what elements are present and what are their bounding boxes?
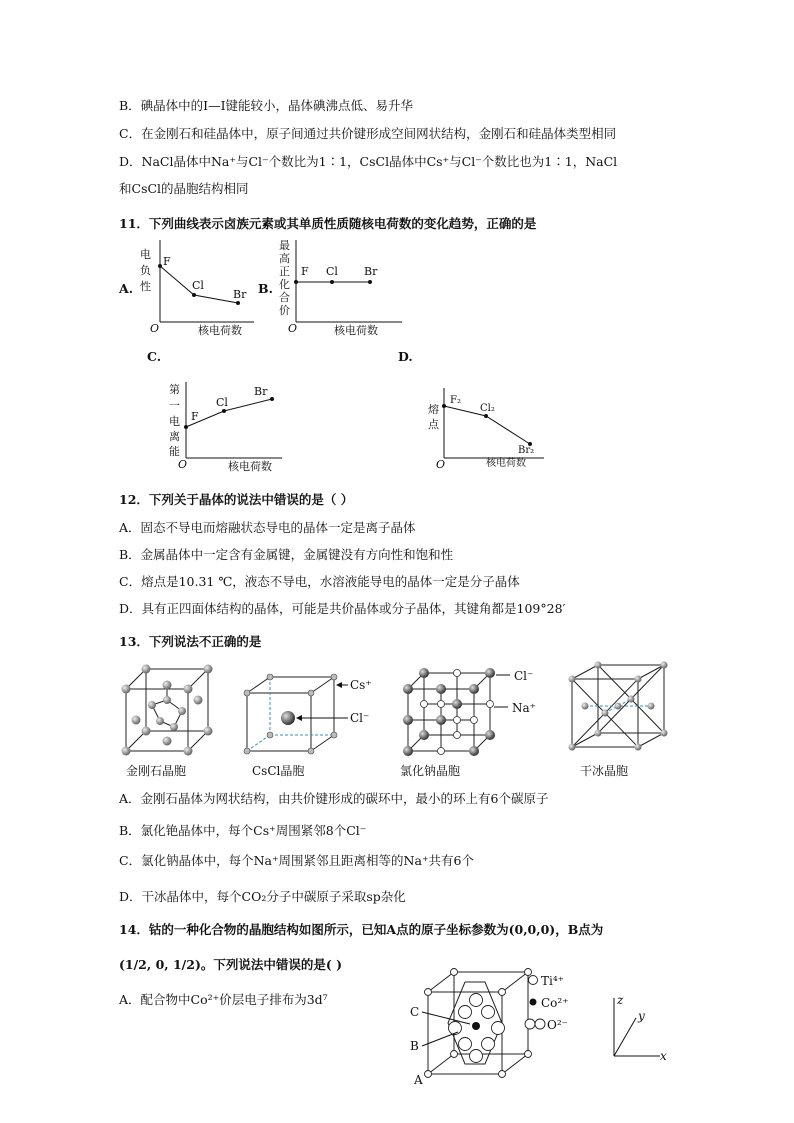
dry-ice-molecules [569, 662, 668, 751]
q11-label-c: C. [147, 349, 162, 364]
q14-coord-b: (1/2, 0, 1/2)。下列说法中错误的是( ) [119, 957, 343, 972]
q14-axis-x: x [660, 1049, 667, 1063]
graph-c-label-cl: Cl [216, 396, 228, 409]
graph-c-origin: O [178, 458, 188, 471]
graph-c-ylabel-1: 第 [169, 383, 180, 396]
graph-c-point-cl [222, 409, 226, 413]
graph-b-label-br: Br [364, 265, 378, 278]
graph-b-ylabel-5: 合 [279, 291, 290, 304]
graph-a-label-br: Br [233, 288, 247, 301]
graph-b-point-cl [330, 280, 334, 284]
q13-option-d: D．干冰晶体中，每个CO₂分子中碳原子采取sp杂化 [119, 889, 406, 904]
nacl-na-label: Na⁺ [512, 701, 536, 715]
graph-a-label-f: F [163, 255, 171, 268]
q11-label-d: D. [398, 349, 413, 364]
q14-option-a: A．配合物中Co²⁺价层电子排布为3d⁷ [119, 992, 328, 1007]
cscl-cl-atom [281, 711, 295, 725]
graph-b-ylabel-6: 价 [279, 304, 290, 317]
graph-b-origin: O [288, 322, 298, 335]
graph-d-ylabel-2: 点 [428, 418, 439, 431]
graph-a-point-br [236, 301, 240, 305]
q14-point-b: B [410, 1039, 419, 1053]
graph-a-ylabel-1: 电 [140, 248, 151, 261]
q13-stem: 13．下列说法不正确的是 [119, 634, 262, 649]
q12-option-b: B．金属晶体中一定含有金属键，金属键没有方向性和饱和性 [119, 547, 454, 562]
graph-c-label-f: F [191, 410, 199, 423]
q14-legend-o: O²⁻ [547, 1018, 568, 1032]
q12-stem: 12．下列关于晶体的说法中错误的是（ ） [119, 492, 354, 507]
graph-c-label-br: Br [254, 385, 268, 398]
q14-axis-z: z [617, 993, 624, 1007]
q12-option-c: C．熔点是10.31 ℃，液态不导电，水溶液能导电的晶体一定是分子晶体 [119, 574, 520, 589]
q14-y-axis [614, 1018, 636, 1056]
q13-option-b: B．氯化铯晶体中，每个Cs⁺周围紧邻8个Cl⁻ [119, 823, 367, 838]
q14-legend-ti: Ti⁴⁺ [541, 974, 564, 988]
q14-crystal-figure [408, 960, 668, 1090]
graph-d-xlabel: 核电荷数 [486, 458, 526, 469]
graph-a-ylabel-3: 性 [140, 280, 151, 293]
q10-option-d-line2: 和CsCl的晶胞结构相同 [119, 181, 249, 196]
q11-graph-c [166, 378, 286, 474]
graph-b-label-f: F [301, 265, 309, 278]
q11-label-b: B. [258, 281, 273, 296]
graph-d-label-br2: Br₂ [518, 445, 535, 456]
graph-c-ylabel-2: 一 [169, 399, 180, 412]
nacl-cell [408, 673, 490, 751]
caption-nacl: 氯化钠晶胞 [400, 764, 461, 778]
graph-d-label-f2: F₂ [450, 395, 461, 406]
graph-b-ylabel-1: 最 [279, 239, 290, 252]
graph-c-ylabel-5: 能 [169, 445, 180, 458]
graph-b-point-br [368, 280, 372, 284]
q14-point-c: C [410, 1005, 420, 1019]
q11-stem: 11．下列曲线表示卤族元素或其单质性质随核电荷数的变化趋势，正确的是 [119, 216, 537, 231]
cscl-cs-label: Cs⁺ [350, 678, 372, 692]
graph-a-ylabel-2: 负 [140, 264, 151, 277]
graph-c-xlabel: 核电荷数 [228, 460, 272, 473]
graph-c-ylabel-3: 电 [169, 415, 180, 428]
caption-cscl: CsCl晶胞 [252, 764, 305, 778]
graph-b-label-cl: Cl [326, 265, 338, 278]
caption-dry-ice: 干冰晶胞 [580, 764, 629, 778]
graph-d-point-f2 [442, 404, 446, 408]
q12-option-d: D．具有正四面体结构的晶体，可能是共价晶体或分子晶体，其键角都是109°28′ [119, 601, 566, 616]
cscl-cl-label: Cl⁻ [350, 711, 370, 725]
graph-d-ylabel-1: 熔 [428, 403, 439, 416]
q11-graph-a [138, 236, 258, 338]
q11-graph-d [424, 384, 548, 472]
graph-a-xlabel: 核电荷数 [198, 324, 242, 337]
caption-diamond: 金刚石晶胞 [126, 764, 187, 778]
graph-c-ylabel-4: 离 [169, 430, 180, 443]
q12-option-a: A．固态不导电而熔融状态导电的晶体一定是离子晶体 [119, 520, 416, 535]
q14-co-atom [472, 1022, 480, 1030]
nacl-cl-label: Cl⁻ [514, 669, 534, 683]
q14-legend-co: Co²⁺ [541, 996, 569, 1010]
graph-c-point-br [270, 397, 274, 401]
q11-label-a: A. [119, 281, 134, 296]
graph-c-point-f [184, 425, 188, 429]
q14-point-a: A [414, 1073, 423, 1087]
q11-graph-b [276, 236, 406, 338]
graph-b-ylabel-4: 化 [279, 278, 290, 291]
graph-b-ylabel-2: 高 [279, 252, 290, 265]
graph-a-label-cl: Cl [192, 279, 204, 292]
q14-stem: 14．钴的一种化合物的晶胞结构如图所示，已知A点的原子坐标参数为(0,0,0)，B点为 [119, 922, 604, 937]
graph-a-point-f [158, 264, 162, 268]
graph-d-point-cl2 [484, 414, 488, 418]
q10-option-d-line1: D．NaCl晶体中Na⁺与Cl⁻个数比为1∶1，CsCl晶体中Cs⁺与Cl⁻个数比也为1∶1，NaCl [119, 154, 618, 169]
q13-option-c: C．氯化钠晶体中，每个Na⁺周围紧邻且距离相等的Na⁺共有6个 [119, 853, 474, 868]
q10-option-c: C．在金刚石和硅晶体中，原子间通过共价键形成空间网状结构，金刚石和硅晶体类型相同 [119, 126, 617, 141]
graph-b-point-f [294, 280, 298, 284]
graph-b-ylabel-3: 正 [279, 265, 290, 278]
graph-d-origin: O [436, 458, 446, 471]
q13-crystal-figures [112, 655, 682, 783]
graph-d-label-cl2: Cl₂ [480, 403, 495, 414]
q14-axis-y: y [638, 1009, 645, 1023]
q10-option-b: B．碘晶体中的I—I键能较小，晶体碘沸点低、易升华 [119, 98, 414, 113]
graph-a-origin: O [150, 322, 160, 335]
q13-option-a: A．金刚石晶体为网状结构，由共价键形成的碳环中，最小的环上有6个碳原子 [119, 791, 549, 806]
graph-b-xlabel: 核电荷数 [334, 324, 378, 337]
graph-a-point-cl [192, 293, 196, 297]
